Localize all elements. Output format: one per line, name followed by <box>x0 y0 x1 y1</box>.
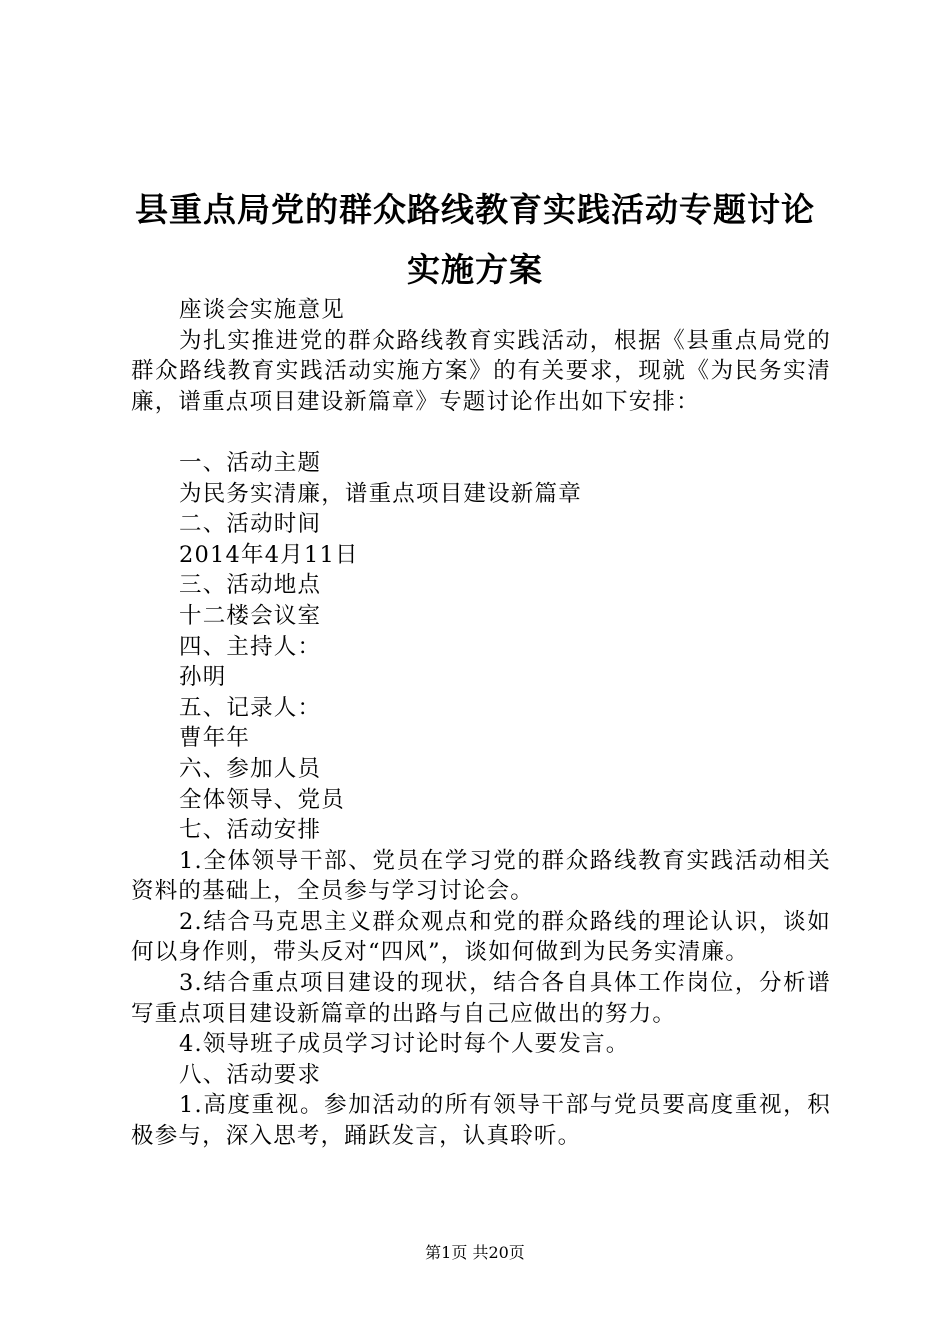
arrangement-item-2: 2.结合马克思主义群众观点和党的群众路线的理论认识，谈如何以身作则，带头反对“四风”，谈如何做到为民务实清廉。 <box>131 908 831 966</box>
section-content-recorder: 曹年年 <box>179 725 251 752</box>
arrangement-item-4: 4.领导班子成员学习讨论时每个人要发言。 <box>179 1031 630 1058</box>
section-content-participants: 全体领导、党员 <box>179 786 345 813</box>
section-content-theme: 为民务实清廉，谱重点项目建设新篇章 <box>179 480 582 507</box>
paragraph-gap <box>131 417 831 448</box>
section-heading-location: 三、活动地点 <box>179 572 322 599</box>
section-heading-time: 二、活动时间 <box>179 511 322 538</box>
arrangement-item-3: 3.结合重点项目建设的现状，结合各自具体工作岗位，分析谱写重点项目建设新篇章的出路与自己应做出的努力。 <box>131 970 831 1027</box>
arrangement-item-1: 1.全体领导干部、党员在学习党的群众路线教育实践活动相关资料的基础上，全员参与学习讨论会。 <box>131 847 831 905</box>
section-heading-participants: 六、参加人员 <box>179 755 322 782</box>
section-content-location: 十二楼会议室 <box>179 602 322 629</box>
section-heading-requirements: 八、活动要求 <box>179 1061 322 1088</box>
document-title-line-1: 县重点局党的群众路线教育实践活动专题讨论 <box>135 190 815 229</box>
section-heading-arrangement: 七、活动安排 <box>179 817 322 844</box>
section-content-time: 2014年4月11日 <box>179 541 359 568</box>
requirement-item-1: 1.高度重视。参加活动的所有领导干部与党员要高度重视，积极参与，深入思考，踊跃发言，认真聆听。 <box>131 1092 831 1150</box>
section-heading-recorder: 五、记录人： <box>179 694 322 721</box>
paragraph-subtitle: 座谈会实施意见 <box>179 297 345 323</box>
section-heading-host: 四、主持人： <box>179 633 322 660</box>
document-body <box>131 295 831 1152</box>
page-footer: 第1页 共20页 <box>425 1243 525 1262</box>
section-heading-theme: 一、活动主题 <box>179 449 322 476</box>
section-content-host: 孙明 <box>179 664 227 691</box>
document-title-line-2: 实施方案 <box>407 250 543 289</box>
paragraph-intro: 为扎实推进党的群众路线教育实践活动，根据《县重点局党的群众路线教育实践活动实施方案》的有关要求，现就《为民务实清廉，谱重点项目建设新篇章》专题讨论作出如下安排： <box>131 327 831 415</box>
